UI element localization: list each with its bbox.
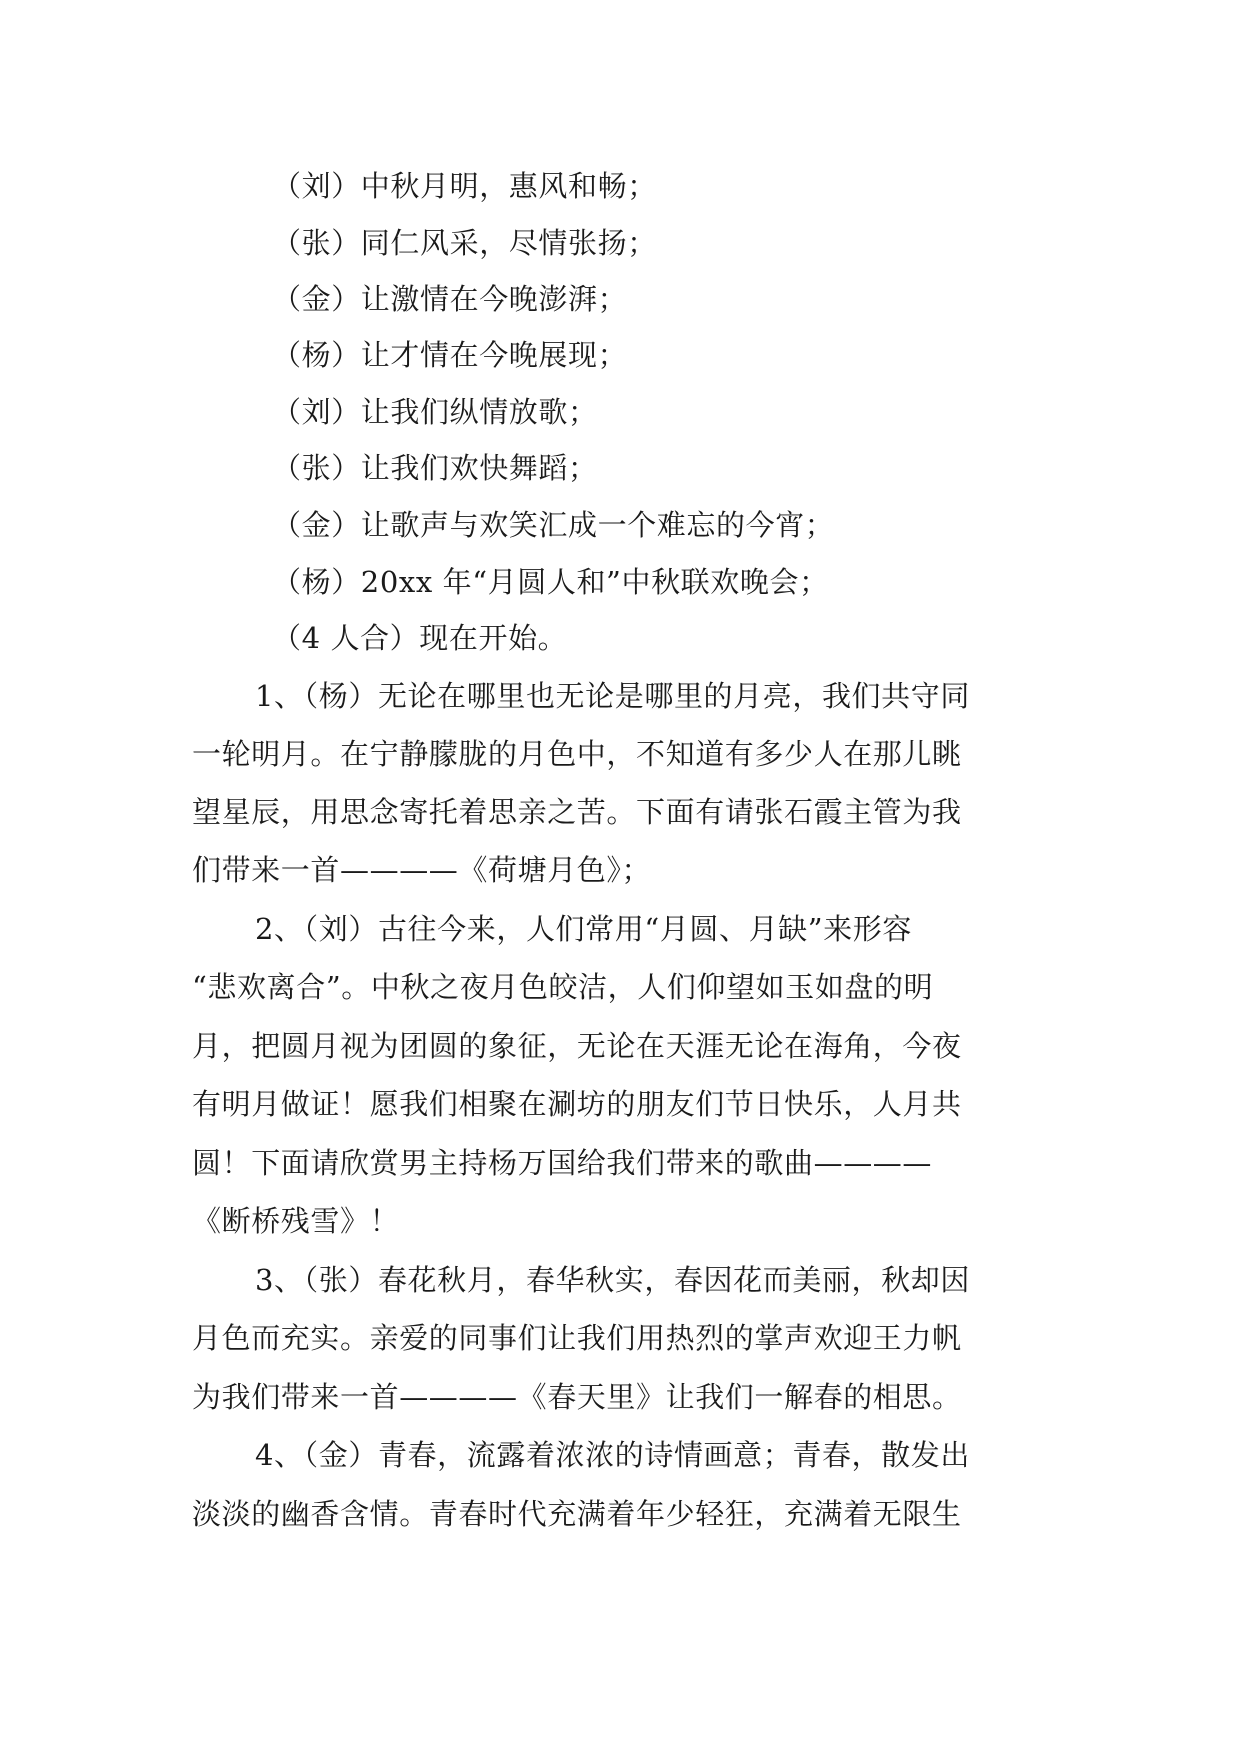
paragraph-line: 圆！下面请欣赏男主持杨万国给我们带来的歌曲———— — [192, 1146, 933, 1180]
paragraph-line: 1、（杨）无论在哪里也无论是哪里的月亮，我们共守同 — [255, 679, 970, 713]
text-line: （4 人合）现在开始。 — [272, 621, 568, 655]
text-line: （金）让激情在今晚澎湃； — [272, 282, 628, 316]
text-line: （杨）让才情在今晚展现； — [272, 338, 628, 372]
paragraph-line: 望星辰，用思念寄托着思亲之苦。下面有请张石霞主管为我 — [192, 795, 962, 829]
text-line: （刘）中秋月明，惠风和畅； — [272, 169, 657, 203]
paragraph-line: 一轮明月。在宁静朦胧的月色中，不知道有多少人在那儿眺 — [192, 737, 962, 771]
text-line: （杨）20xx 年“月圆人和”中秋联欢晚会； — [272, 565, 829, 599]
paragraph-line: 有明月做证！愿我们相聚在涮坊的朋友们节日快乐，人月共 — [192, 1087, 962, 1121]
paragraph-line: 淡淡的幽香含情。青春时代充满着年少轻狂，充满着无限生 — [192, 1497, 962, 1531]
paragraph-line: 月，把圆月视为团圆的象征，无论在天涯无论在海角，今夜 — [192, 1029, 962, 1063]
paragraph-line: 月色而充实。亲爱的同事们让我们用热烈的掌声欢迎王力帆 — [192, 1321, 962, 1355]
paragraph-line: 4、（金）青春，流露着浓浓的诗情画意；青春，散发出 — [255, 1438, 970, 1472]
text-line: （金）让歌声与欢笑汇成一个难忘的今宵； — [272, 508, 835, 542]
paragraph-line: 为我们带来一首————《春天里》让我们一解春的相思。 — [192, 1380, 962, 1414]
text-line: （张）让我们欢快舞蹈； — [272, 451, 598, 485]
paragraph-line: 3、（张）春花秋月，春华秋实，春因花而美丽，秋却因 — [255, 1263, 970, 1297]
text-line: （刘）让我们纵情放歌； — [272, 395, 598, 429]
paragraph-line: “悲欢离合”。中秋之夜月色皎洁，人们仰望如玉如盘的明 — [192, 970, 934, 1004]
paragraph-line: 2、（刘）古往今来，人们常用“月圆、月缺”来形容 — [255, 912, 913, 946]
text-line: （张）同仁风采，尽情张扬； — [272, 226, 657, 260]
paragraph-line: 们带来一首————《荷塘月色》； — [192, 853, 652, 887]
paragraph-line: 《断桥残雪》！ — [192, 1204, 400, 1238]
